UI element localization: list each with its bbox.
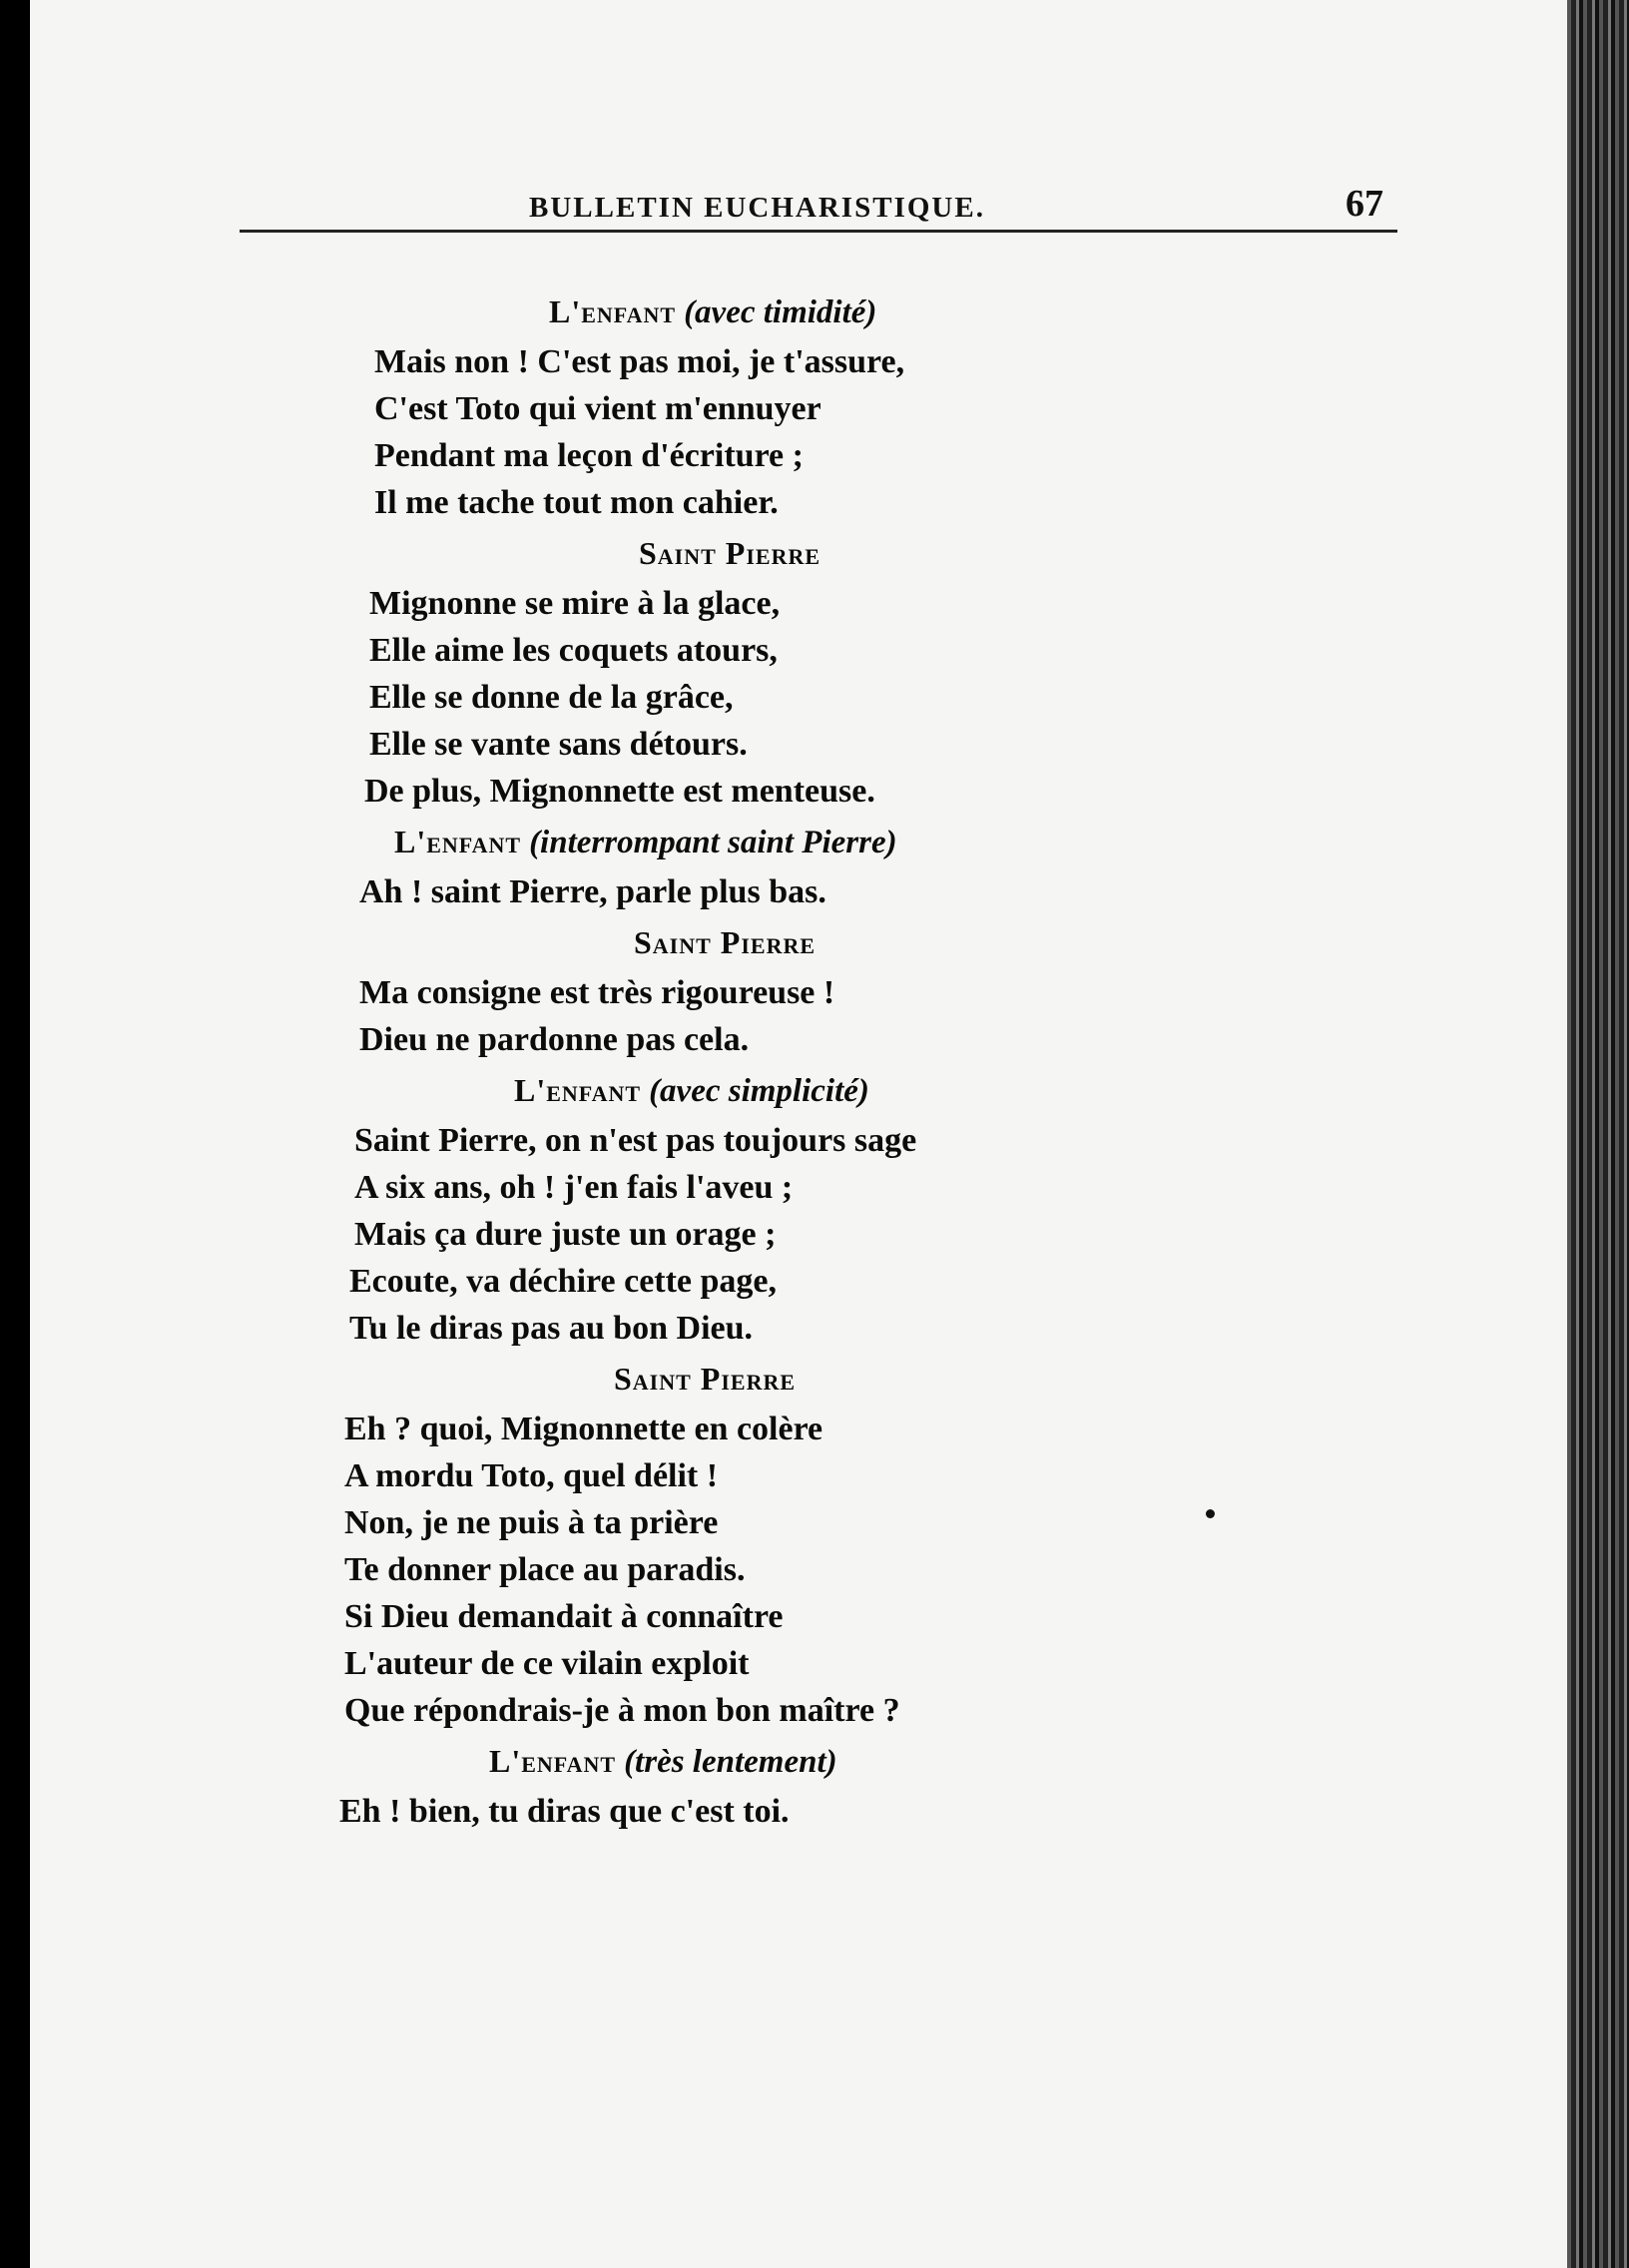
verse-line: Que répondrais-je à mon bon maître ? <box>344 1692 900 1729</box>
speaker-line <box>30 1734 1567 1788</box>
stage-direction: (interrompant saint Pierre) <box>529 825 897 860</box>
stage-direction: (avec timidité) <box>684 294 877 330</box>
speaker-name: Saint Pierre <box>639 535 821 571</box>
verse-line: Ma consigne est très rigoureuse ! <box>359 974 835 1011</box>
verse-line: A mordu Toto, quel délit ! <box>344 1457 719 1494</box>
verse-line: Dieu ne pardonne pas cela. <box>359 1021 750 1058</box>
speaker-line <box>30 915 1567 969</box>
verse-line: Ah ! saint Pierre, parle plus bas. <box>359 873 826 910</box>
verse-line: Pendant ma leçon d'écriture ; <box>374 437 804 474</box>
speaker-name: L'enfant <box>549 293 677 329</box>
book-spine-edge <box>1567 0 1629 2268</box>
speaker-name: L'enfant <box>514 1072 642 1108</box>
verse-line: Ecoute, va déchire cette page, <box>349 1263 778 1300</box>
page-number: 67 <box>1346 183 1383 225</box>
verse-line: Eh ? quoi, Mignonnette en colère <box>344 1411 823 1447</box>
verse-line: Mignonne se mire à la glace, <box>369 585 781 622</box>
verse-line: Te donner place au paradis. <box>344 1551 746 1588</box>
verse-line: Elle se donne de la grâce, <box>369 679 734 716</box>
header-rule <box>240 230 1397 233</box>
speaker-line <box>30 1352 1567 1406</box>
dialogue-text <box>30 284 1567 1835</box>
verse-line: Eh ! bien, tu diras que c'est toi. <box>339 1793 790 1830</box>
speaker-name: Saint Pierre <box>614 1361 797 1397</box>
verse-line: Si Dieu demandait à connaître <box>344 1598 784 1635</box>
verse-line: Elle se vante sans détours. <box>369 726 748 763</box>
speaker-line <box>30 1063 1567 1117</box>
verse-line: Mais non ! C'est pas moi, je t'assure, <box>374 343 905 380</box>
running-title: BULLETIN EUCHARISTIQUE. <box>529 192 985 224</box>
ink-speck <box>1206 1509 1215 1518</box>
speaker-line <box>30 815 1567 868</box>
speaker-name: Saint Pierre <box>634 924 816 960</box>
speaker-line <box>30 284 1567 338</box>
verse-line: Saint Pierre, on n'est pas toujours sage <box>354 1122 917 1159</box>
verse-line: Il me tache tout mon cahier. <box>374 484 779 521</box>
verse-line: Non, je ne puis à ta prière <box>344 1504 719 1541</box>
verse-line: L'auteur de ce vilain exploit <box>344 1645 750 1682</box>
verse-line: De plus, Mignonnette est menteuse. <box>364 773 875 810</box>
verse-line: Tu le diras pas au bon Dieu. <box>349 1310 754 1347</box>
verse-line: Mais ça dure juste un orage ; <box>354 1216 777 1253</box>
verse-line: A six ans, oh ! j'en fais l'aveu ; <box>354 1169 794 1206</box>
stage-direction: (très lentement) <box>624 1744 837 1780</box>
verse-line: Elle aime les coquets atours, <box>369 632 778 669</box>
verse-line: C'est Toto qui vient m'ennuyer <box>374 390 821 427</box>
book-page <box>30 0 1567 2268</box>
stage-direction: (avec simplicité) <box>649 1073 869 1109</box>
speaker-line <box>30 526 1567 580</box>
speaker-name: L'enfant <box>394 824 522 859</box>
speaker-name: L'enfant <box>489 1743 617 1779</box>
